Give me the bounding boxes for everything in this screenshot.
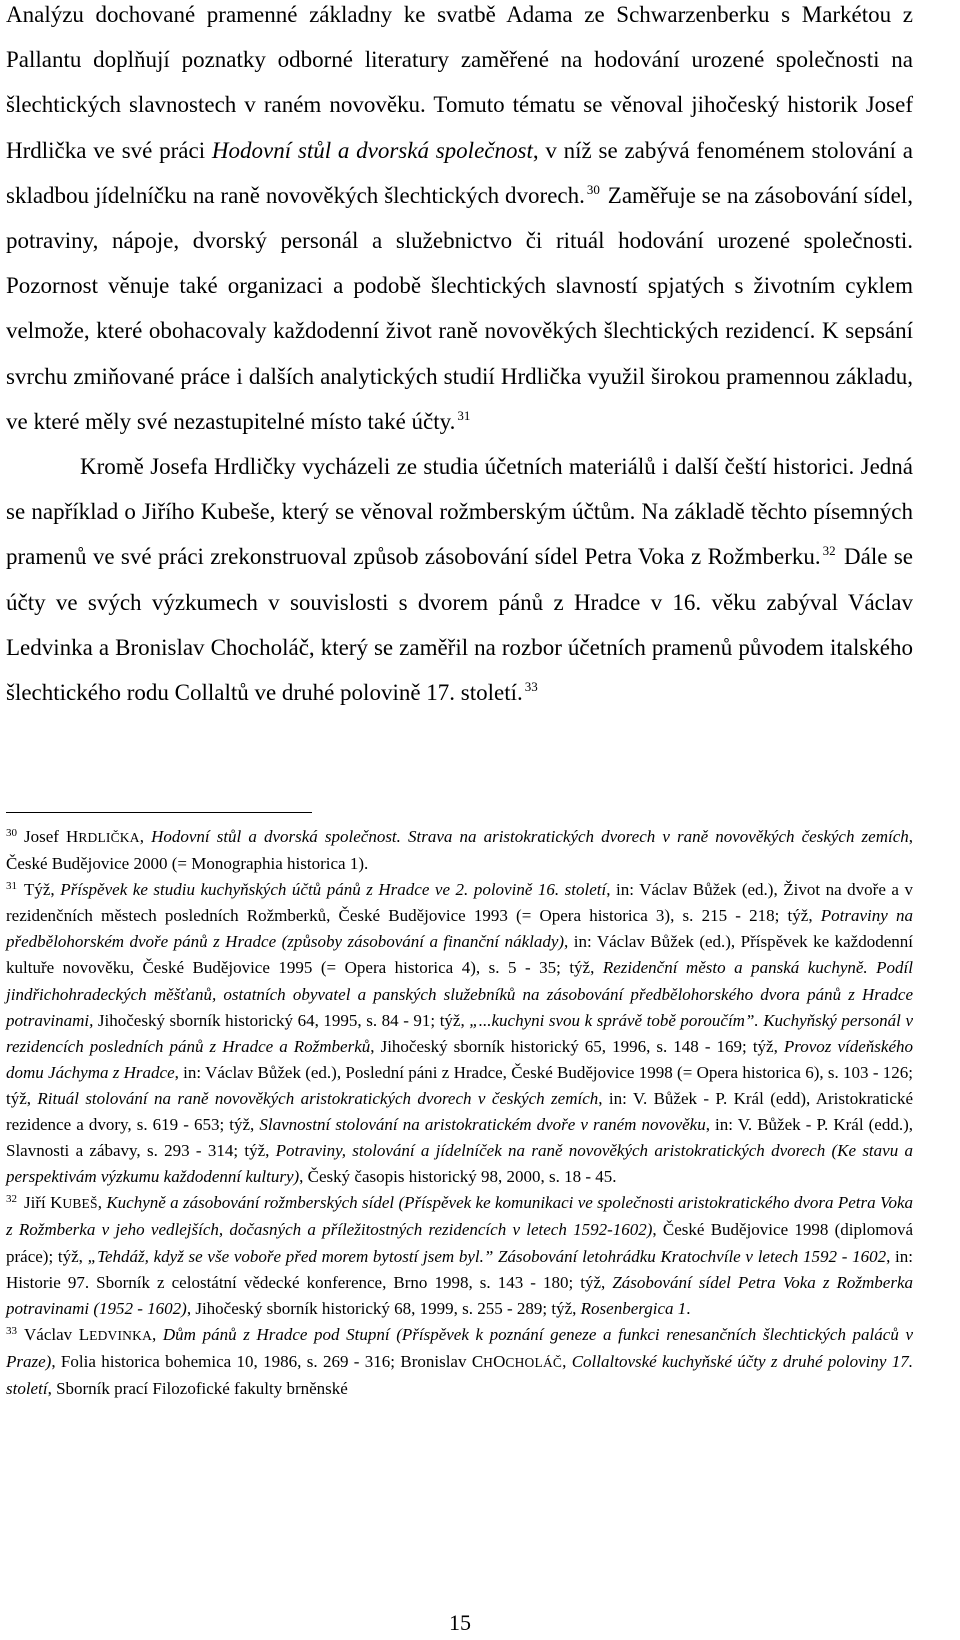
text-run: , (97, 1193, 107, 1213)
text-run: , in: V. Bůžek - P. Král (edd), Aristokratické rezidence a dvory, s. 619 - 653; týž, (6, 1088, 913, 1135)
work-title: Slavnostní stolování na aristokratickém dvoře v raném novověku (259, 1115, 706, 1135)
text-run: , (139, 827, 152, 846)
author-surname: CHOLÁČ (505, 1354, 563, 1370)
author-surname: UBEŠ (62, 1196, 98, 1212)
text-run: , Jihočeský sborník historický 65, 1996, s. 148 - 169; týž, (370, 1036, 784, 1056)
footnote-33 (6, 1322, 913, 1402)
text-run: Analýzu dochované pramenné základny ke svatbě Adama ze Schwarzenberku s Markétou z Pallantu doplňují poznatky odborné literatury zaměřené na hodování urozené společnosti na šlechtických slavnostech v raném novověku. Tomuto tématu se věnoval jihočeský historik Josef Hrdlička ve své práci (6, 2, 913, 163)
work-title: Rituál stolování na raně novověkých aristokratických dvorech v českých zemích (37, 1088, 599, 1108)
text-run: , in: V. Bůžek - P. Král (edd.), Slavnosti a zábavy, s. 293 - 314; týž, (6, 1115, 914, 1161)
text-run: Dále se účty ve svých výzkumech v souvislosti s dvorem pánů z Hradce v 16. věku zabýval Václav Ledvinka a Bronislav Chocholáč, který se zaměřil na rozbor účetních pramenů původem italského šlechtického rodu Collaltů ve druhé polovině 17. století. (6, 544, 913, 706)
work-title: „...kuchyni svou k správě tobě poroučím”. Kuchyňský personál v rezidencích posledních pánů z Hradce a Rožmberků (6, 1010, 914, 1056)
footnote-32 (6, 1190, 913, 1321)
footnote-30 (6, 824, 913, 877)
text-run: , in: Václav Bůžek (ed.), Poslední páni z Hradce, České Budějovice 1998 (= Opera historica 6), s. 103 - 126; týž, (6, 1062, 913, 1108)
author-surname: RDLIČKA (78, 830, 140, 845)
work-title: Potraviny, stolování a jídelníček na raně novověkých aristokratických dvorech (Ke stavu a perspektivám výzkumu každodenní kultury) (6, 1141, 913, 1187)
work-title: Potraviny na předbělohorském dvoře pánů z Hradce (způsoby zásobování a finanční náklady) (6, 906, 913, 952)
author-surname: EDVINKA (89, 1327, 153, 1343)
text-run: , Jihočeský sborník historický 68, 1999, s. 255 - 289; týž, (186, 1298, 581, 1318)
work-title: Collaltovské kuchyňské účty z druhé poloviny 17. století (6, 1351, 914, 1398)
work-title: „Tehdáž, když se vše voboře před morem bytostí jsem byl.” Zásobování letohrádku Kratochvíle v letech 1592 - 1602 (87, 1246, 887, 1266)
text-run: , České Budějovice 1998 (diplomová práce); týž, (6, 1220, 913, 1266)
text-run: , in: Václav Bůžek (ed.), Život na dvoře a v rezidenčních městech posledních Rožmberků, České Budějovice 1993 (= Opera historica 3), s. 215 - 218; týž, (6, 880, 913, 926)
work-title: Příspěvek ke studiu kuchyňských účtů pánů z Hradce ve 2. polovině 16. století (60, 880, 607, 900)
footnote-ref-33[interactable]: 33 (524, 679, 538, 695)
footnotes (6, 824, 913, 1402)
paragraph-1 (6, 0, 913, 444)
footnote-number: 32 (6, 1193, 17, 1206)
work-title: Rosenbergica 1 (580, 1298, 687, 1318)
text-run: , Folia historica bohemica 10, 1986, s. 269 - 316; Bronislav C (51, 1351, 484, 1371)
text-run: , (152, 1324, 163, 1344)
text-run: , in: Václav Bůžek (ed.), Příspěvek ke každodenní kultuře novověku, České Budějovice 1995 (= Opera historica 4), s. 5 - 35; týž, (6, 932, 913, 978)
work-title: Rezidenční město a panská kuchyně. Podíl jindřichohradeckých měšťanů, ostatních obyvatel a panských služebníků na zásobování předbělohorského dvora pánů z Hradce potravinami, (6, 958, 913, 1030)
text-run: , in: Historie 97. Sborník z celostátní vědecké konference, Brno 1998, s. 143 - 180; týž, (6, 1246, 914, 1292)
text-run: , České Budějovice 2000 (= Monographia historica 1). (6, 827, 914, 874)
work-title: Hodovní stůl a dvorská společnost. Strava na aristokratických dvorech v raně novověkých českých zemích (151, 827, 909, 846)
text-run: , (562, 1351, 572, 1371)
main-text (6, 0, 913, 715)
author-surname: H (483, 1354, 494, 1370)
text-run: Jiří K (24, 1193, 63, 1213)
paragraph-2 (6, 444, 913, 715)
text-run: , v níž se zabývá fenoménem stolování a skladbou jídelníčku na raně novověkých šlechtických dvorech. (6, 137, 913, 208)
text-run: Josef H (24, 827, 79, 846)
footnote-ref-31[interactable]: 31 (457, 407, 471, 423)
text-run: Týž, (24, 880, 61, 900)
text-run: Václav L (24, 1324, 90, 1344)
footnote-ref-30[interactable]: 30 (586, 181, 600, 197)
footnote-separator (6, 812, 312, 813)
text-run: . (686, 1298, 691, 1318)
work-title: Hodovní stůl a dvorská společnost (211, 137, 533, 163)
work-title: Kuchyně a zásobování rožmberských sídel (Příspěvek ke komunikaci ve společnosti aristokratického dvora Petra Voka z Rožmberka v jeho vedlejších, dočasných a příležitostných rezidencích v letech 1592-1602) (6, 1193, 914, 1240)
text-run: O (493, 1351, 506, 1371)
work-title: Dům pánů z Hradce pod Stupní (Příspěvek k poznání geneze a funkci renesančních šlechtických paláců v Praze) (6, 1324, 913, 1371)
footnote-31 (6, 877, 913, 1190)
work-title: Provoz vídeňského domu Jáchyma z Hradce (6, 1036, 913, 1082)
page-number: 15 (449, 1610, 471, 1635)
footnote-number: 30 (6, 827, 17, 839)
text-run: Zaměřuje se na zásobování sídel, potraviny, nápoje, dvorský personál a služebnictvo či rituál hodování urozené společnosti. Pozornost věnuje také organizaci a podobě šlechtických slavností spjatých s životním cyklem velmože, které obohacovaly každodenní život raně novověkých šlechtických rezidencí. K sepsání svrchu zmiňované práce i dalších analytických studií Hrdlička využil širokou pramennou základu, ve které měly své nezastupitelné místo také účty. (6, 182, 914, 434)
text-run: , Český časopis historický 98, 2000, s. 18 - 45. (299, 1167, 617, 1187)
footnote-ref-32[interactable]: 32 (822, 543, 836, 559)
footnote-number: 31 (6, 880, 17, 893)
text-run: Kromě Josefa Hrdličky vycházeli ze studia účetních materiálů i další čeští historici. Jedná se například o Jiřího Kubeše, který se věnoval rožmberským účtům. Na základě těchto písemných pramenů ve své práci zrekonstruoval způsob zásobování sídel Petra Voka z Rožmberku. (6, 454, 913, 570)
text-run: , Sborník prací Filozofické fakulty brněnské (47, 1378, 348, 1398)
text-run: Jihočeský sborník historický 64, 1995, s. 84 - 91; týž, (93, 1010, 470, 1030)
footnote-number: 33 (6, 1324, 17, 1337)
work-title: Zásobování sídel Petra Voka z Rožmberka potravinami (1952 - 1602) (6, 1272, 913, 1318)
